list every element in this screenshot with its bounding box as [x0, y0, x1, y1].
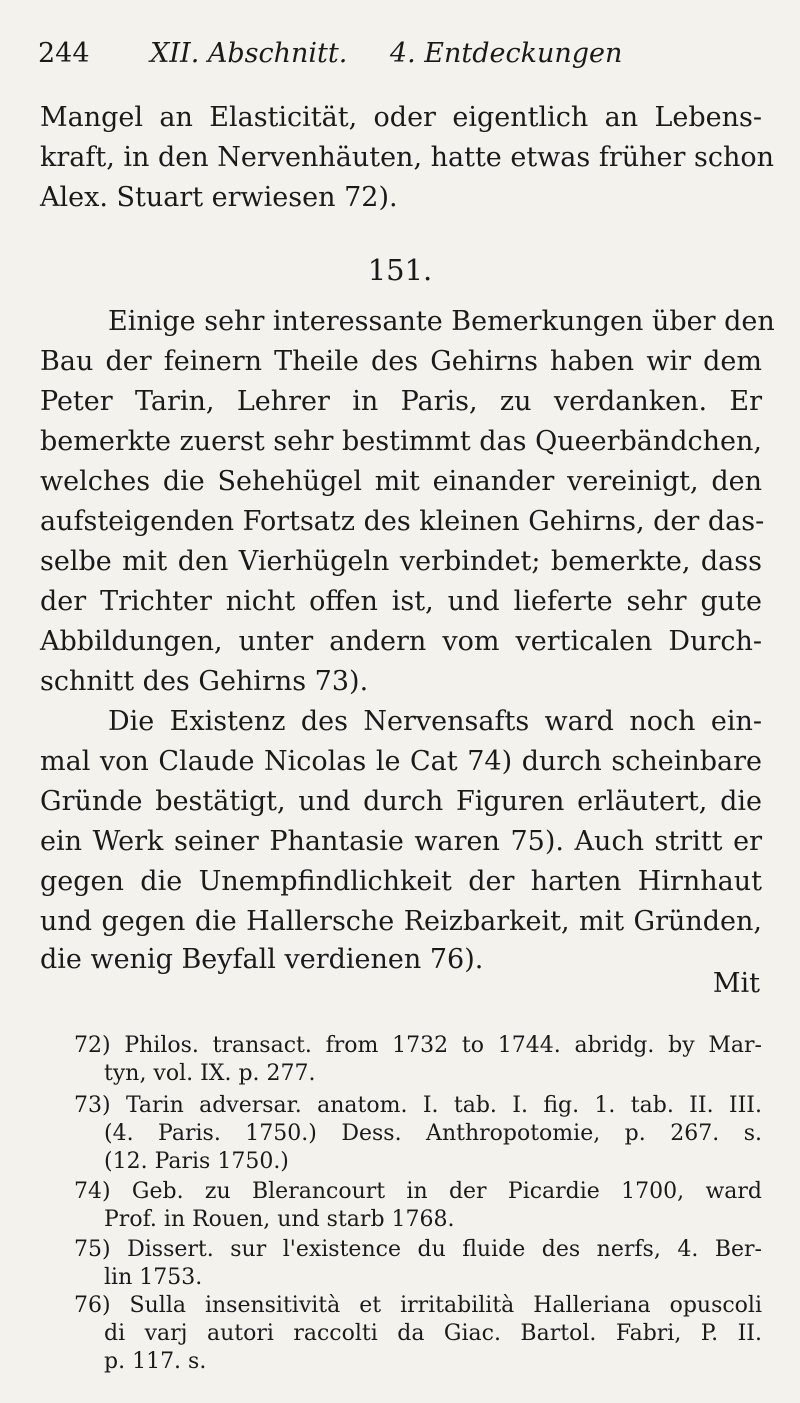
paragraph-line: Peter Tarin, Lehrer in Paris, zu verdanken. Er	[40, 386, 762, 417]
paragraph-line: der Trichter nicht offen ist, und lieferte sehr gute	[40, 586, 762, 617]
footnote-line: 73) Tarin adversar. anatom. I. tab. I. fig. 1. tab. II. III.	[74, 1093, 762, 1118]
footnote-line: 75) Dissert. sur l'existence du fluide des nerfs, 4. Ber-	[74, 1237, 762, 1262]
paragraph-line: Bau der feinern Theile des Gehirns haben wir dem	[40, 346, 762, 377]
footnote-line: (4. Paris. 1750.) Dess. Anthropotomie, p. 267. s.	[104, 1121, 762, 1146]
footnote-line: lin 1753.	[104, 1265, 203, 1290]
catchword: Mit	[712, 968, 760, 999]
footnote-line: 74) Geb. zu Blerancourt in der Picardie 1700, ward	[74, 1179, 762, 1204]
paragraph-line: und gegen die Hallersche Reizbarkeit, mit Gründen,	[40, 906, 762, 937]
paragraph-line: bemerkte zuerst sehr bestimmt das Queerbändchen,	[40, 426, 762, 457]
paragraph-line: ein Werk seiner Phantasie waren 75). Auch stritt er	[40, 826, 762, 857]
footnote-line: di varj autori raccolti da Giac. Bartol. Fabri, P. II.	[104, 1321, 762, 1346]
paragraph-line: Mangel an Elasticität, oder eigentlich an Lebens-	[40, 102, 762, 133]
footnote-line: 76) Sulla insensitività et irritabilità Halleriana opuscoli	[74, 1293, 762, 1318]
paragraph-line: die wenig Beyfall verdienen 76).	[40, 944, 484, 975]
paragraph-line: mal von Claude Nicolas le Cat 74) durch scheinbare	[40, 746, 762, 777]
paragraph-line: Gründe bestätigt, und durch Figuren erläutert, die	[40, 786, 762, 817]
page-number: 244	[38, 38, 90, 69]
footnote-line: 72) Philos. transact. from 1732 to 1744. abridg. by Mar-	[74, 1033, 762, 1058]
paragraph-line: welches die Sehehügel mit einander vereinigt, den	[40, 466, 762, 497]
footnote-line: (12. Paris 1750.)	[104, 1149, 289, 1174]
paragraph-line: Alex. Stuart erwiesen 72).	[40, 182, 398, 213]
section-title: XII. Abschnitt.	[150, 38, 348, 69]
subsection-title: 4. Entdeckungen	[389, 38, 623, 69]
paragraph-line: schnitt des Gehirns 73).	[40, 666, 369, 697]
section-number: 151.	[367, 253, 433, 287]
paragraph-line: Einige sehr interessante Bemerkungen über den	[108, 306, 775, 337]
paragraph-line: kraft, in den Nervenhäuten, hatte etwas früher schon	[40, 142, 774, 173]
paragraph-line: gegen die Unempfindlichkeit der harten Hirnhaut	[40, 866, 762, 897]
running-header	[38, 38, 758, 78]
footnote-line: Prof. in Rouen, und starb 1768.	[104, 1207, 455, 1232]
paragraph-line: aufsteigenden Fortsatz des kleinen Gehirns, der das-	[40, 506, 765, 537]
paragraph-line: Abbildungen, unter andern vom verticalen Durch-	[40, 626, 762, 657]
footnote-line: p. 117. s.	[104, 1349, 207, 1374]
paragraph-line: Die Existenz des Nervensafts ward noch ein-	[108, 706, 762, 737]
footnote-line: tyn, vol. IX. p. 277.	[104, 1061, 316, 1086]
paragraph-line: selbe mit den Vierhügeln verbindet; bemerkte, dass	[40, 546, 762, 577]
